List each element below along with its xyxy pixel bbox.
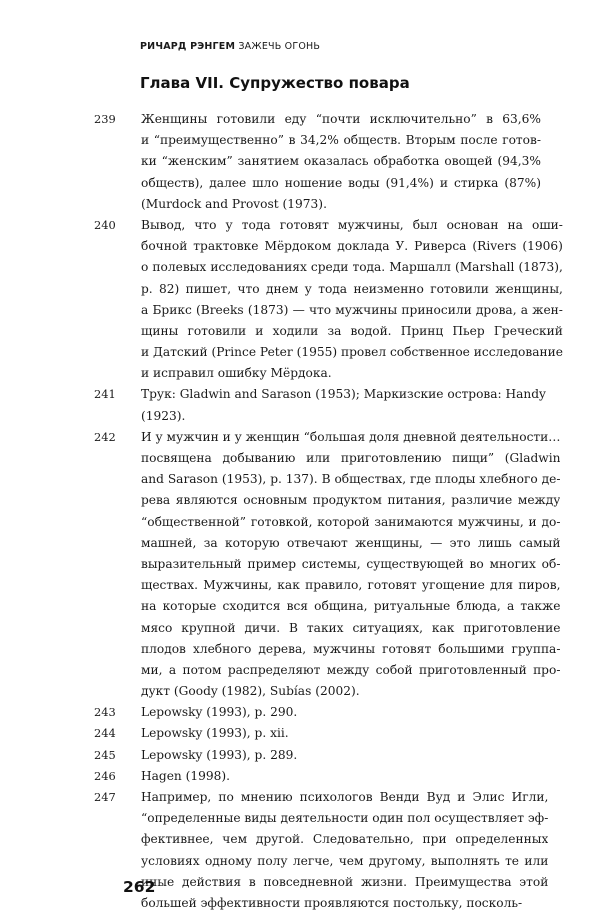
endnote-line: и Датский (Prince Peter (1955) провел собственное исследование — [141, 345, 563, 360]
endnote-line: фективнее, чем другой. Следовательно, при определенных — [141, 832, 549, 847]
running-head — [140, 41, 320, 52]
endnote-line: ми, а потом распределяют между собой приготовленный про- — [141, 662, 561, 677]
endnote-line: Женщины готовили еду “почти исключительно” в 63,6% — [141, 112, 541, 126]
endnote — [94, 109, 541, 215]
endnote-line: “определенные виды деятельности один пол осуществляет эф- — [141, 811, 549, 826]
endnote-line: рева являются основным продуктом питания, различие между — [141, 493, 561, 508]
running-head-author: РИЧАРД РЭНГЕМ — [140, 41, 236, 52]
endnote-text — [141, 702, 541, 723]
endnote-number: 245 — [94, 747, 116, 762]
endnote-text — [141, 215, 563, 385]
endnote-line: обществ), далее шло ношение воды (91,4%) и стирка (87%) — [141, 175, 541, 190]
endnote-line: Например, по мнению психологов Венди Вуд и Элис Игли, — [141, 790, 549, 805]
endnote-text — [141, 384, 546, 426]
endnote-line: а Брикс (Breeks (1873) — что мужчины приносили дрова, а жен- — [141, 302, 563, 317]
endnote-line: и “преимущественно” в 34,2% обществ. Вторым после готов- — [141, 133, 541, 148]
endnote-line: бочной трактовке Мёрдоком доклада У. Риверса (Rivers (1906) — [141, 239, 563, 254]
endnote-line: Hagen (1998). — [141, 768, 231, 783]
endnote-line: “общественной” готовкой, которой занимаются мужчины, и до- — [141, 514, 561, 529]
endnote-number: 246 — [94, 768, 116, 783]
endnote-line: Вывод, что у тода готовят мужчины, был основан на оши- — [141, 217, 563, 232]
endnote-line: дукт (Goody (1982), Subías (2002). — [141, 684, 360, 699]
chapter-title: Глава VII. Супружество повара — [140, 74, 410, 92]
endnote-line: плодов хлебного дерева, мужчины готовят большими группа- — [141, 641, 561, 656]
endnote-line: посвящена добыванию или приготовлению пищи” (Gladwin — [141, 451, 561, 465]
endnote-number: 242 — [94, 429, 116, 444]
endnote — [94, 745, 541, 766]
endnote-line: машней, за которую отвечают женщины, — это лишь самый — [141, 535, 561, 550]
endnote-text — [141, 109, 541, 215]
endnote-line: и исправил ошибку Мёрдока. — [141, 366, 332, 381]
endnote — [94, 723, 541, 744]
endnote-line: выразительный пример системы, существующей во многих об- — [141, 556, 561, 571]
endnote-line: Lepowsky (1993), p. xii. — [141, 726, 289, 741]
endnote-line: (1923). — [141, 408, 186, 423]
page-number: 262 — [123, 878, 156, 896]
endnote-line: Lepowsky (1993), p. 290. — [141, 705, 298, 720]
endnote — [94, 215, 563, 385]
endnote-line: на которые сходится вся община, ритуальные блюда, а также — [141, 599, 561, 614]
endnote-text — [141, 787, 548, 914]
endnote-line: о полевых исследованиях среди тода. Маршалл (Marshall (1873), — [141, 260, 563, 275]
endnote-line: щины готовили и ходили за водой. Принц Пьер Греческий — [141, 323, 563, 338]
endnote-number: 247 — [94, 790, 116, 805]
endnote-number: 239 — [94, 112, 116, 126]
endnote-number: 243 — [94, 705, 116, 720]
endnotes-list — [94, 109, 563, 914]
endnote-number: 240 — [94, 217, 116, 232]
endnote-line: ки “женским” занятием оказалась обработка овощей (94,3% — [141, 154, 541, 169]
endnote-text — [141, 766, 541, 787]
endnote-line: Трук: Gladwin and Sarason (1953); Маркизские острова: Handy — [141, 387, 546, 402]
endnote — [94, 702, 541, 723]
endnote-line: p. 82) пишет, что днем у тода неизменно готовили женщины, — [141, 281, 563, 296]
endnote — [94, 766, 541, 787]
endnote-text — [141, 427, 560, 702]
endnote-line: ществах. Мужчины, как правило, готовят угощение для пиров, — [141, 578, 561, 593]
endnote-line: условиях одному полу легче, чем другому, выполнять те или — [141, 853, 549, 868]
running-head-book-title: ЗАЖЕЧЬ ОГОНЬ — [238, 41, 321, 52]
endnote-line: Lepowsky (1993), p. 289. — [141, 747, 298, 762]
endnote-line: иные действия в повседневной жизни. Преимущества этой — [141, 874, 549, 889]
endnote-line: (Murdock and Provost (1973). — [141, 196, 327, 211]
endnote — [94, 384, 546, 426]
endnote-line: and Sarason (1953), p. 137). В обществах, где плоды хлебного де- — [141, 472, 561, 487]
endnote-line: мясо крупной дичи. В таких ситуациях, как приготовление — [141, 620, 561, 635]
endnote-number: 241 — [94, 387, 116, 402]
endnote-text — [141, 745, 541, 766]
endnote-number: 244 — [94, 726, 116, 741]
endnote-text — [141, 723, 541, 744]
endnote — [94, 427, 561, 702]
endnote-line: И у мужчин и у женщин “большая доля дневной деятельности… — [141, 429, 561, 444]
endnote — [94, 787, 549, 914]
endnote-line: большей эффективности проявляются постольку, посколь- — [141, 896, 523, 910]
